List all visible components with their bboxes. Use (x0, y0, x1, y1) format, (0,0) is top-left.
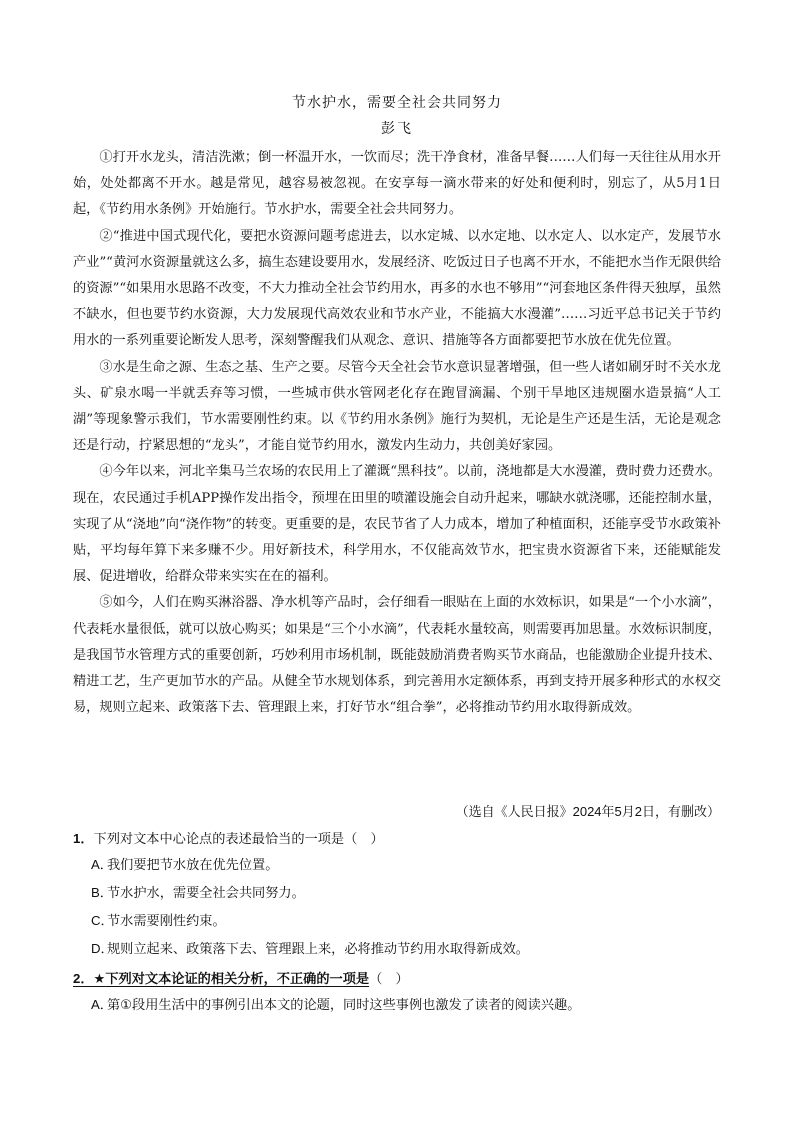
question-stem (73, 967, 733, 991)
question-text: 下列对文本中心论点的表述最恰当的一项是（ ） (93, 831, 384, 846)
article-paragraph: ②“推进中国式现代化，要把水资源问题考虑进去，以水定城、以水定地、以水定人、以水定产，发展节水产业”“黄河水资源量就这么多，搞生态建设要用水，发展经济、吃饭过日子也离不开水，不能把水当作无限供给的资源”“如果用水思路不改变，不大力推动全社会节约用水，再多的水也不够用”“河套地区条件得天独厚，虽然不缺水，但也要节约水资源，大力发展现代高效农业和节水产业，不能搞大水漫灌”……习近平总书记关于节约用水的一系列重要论断发人思考，深刻警醒我们从观念、意识、措施等各方面都要把节水放在优先位置。 (73, 228, 721, 349)
article-title: 节水护水，需要全社会共同努力 (292, 95, 502, 111)
option-text: 第①段用生活中的事例引出本文的论题，同时这些事例也激发了读者的阅读兴趣。 (107, 997, 581, 1012)
option-b (91, 879, 733, 907)
article-author: 彭飞 (381, 121, 413, 137)
article-source: （选自《人民日报》2024年5月2日，有删改） (455, 804, 720, 819)
option-c (91, 907, 733, 935)
option-letter: A． (91, 857, 113, 872)
option-text: 我们要把节水放在优先位置。 (107, 857, 279, 872)
option-letter: B． (91, 885, 113, 900)
option-a (91, 991, 733, 1019)
option-a (91, 851, 733, 879)
article-paragraph: ①打开水龙头，清洁洗漱；倒一杯温开水，一饮而尽；洗干净食材，准备早餐……人们每一天往往从用水开始，处处都离不开水。越是常见，越容易被忽视。在安享每一滴水带来的好处和便利时，别忘了，从5月1日起，《节约用水条例》开始施行。节水护水，需要全社会共同努力。 (73, 150, 721, 218)
question-number: 2． (73, 971, 94, 986)
question-stem-underlined (73, 971, 369, 986)
question-2 (73, 967, 733, 1019)
option-letter: C． (91, 913, 114, 928)
option-text: 节水护水，需要全社会共同努力。 (107, 885, 305, 900)
article-paragraph: ③水是生命之源、生态之基、生产之要。尽管今天全社会节水意识显著增强，但一些人诸如刷牙时不关水龙头、矿泉水喝一半就丢弃等习惯，一些城市供水管网老化存在跑冒滴漏、个别干旱地区违规圈水造景搞“人工湖”等现象警示我们，节水需要刚性约束。以《节约用水条例》施行为契机，无论是生产还是生活，无论是观念还是行动，拧紧思想的“龙头”，才能自觉节约用水，激发内生动力，共创美好家园。 (73, 359, 721, 454)
question-1 (73, 827, 733, 963)
option-letter: D． (91, 941, 114, 956)
question-number: 1． (73, 831, 94, 846)
article-paragraph: ④今年以来，河北辛集马兰农场的农民用上了灌溉“黑科技”。以前，浇地都是大水漫灌，费时费力还费水。现在，农民通过手机APP操作发出指令，预埋在田里的喷灌设施会自动升起来，哪缺水就浇哪，还能控制水量，实现了从“浇地”向“浇作物”的转变。更重要的是，农民节省了人力成本，增加了种植面积，还能享受节水政策补贴，平均每年算下来多赚不少。用好新技术，科学用水，不仅能高效节水，把宝贵水资源省下来，还能赋能发展、促进增收，给群众带来实实在在的福利。 (73, 464, 721, 585)
article-paragraph: ⑤如今，人们在购买淋浴器、净水机等产品时，会仔细看一眼贴在上面的水效标识，如果是“一个小水滴”，代表耗水量很低，就可以放心购买；如果是“三个小水滴”，代表耗水量较高，则需要再加思量。水效标识制度，是我国节水管理方式的重要创新，巧妙利用市场机制，既能鼓励消费者购买节水商品，也能激励企业提升技术、精进工艺，生产更加节水的产品。从健全节水规划体系，到完善用水定额体系，再到支持开展多种形式的水权交易，规则立起来、政策落下去、管理跟上来，打好节水“组合拳”，必将推动节约用水取得新成效。 (73, 595, 721, 716)
question-text: 下列对文本论证的相关分析，不正确的一项是 (105, 971, 370, 986)
question-bracket: （ ） (369, 971, 409, 986)
option-letter: A． (91, 997, 113, 1012)
option-text: 规则立起来、政策落下去、管理跟上来，必将推动节约用水取得新成效。 (107, 941, 529, 956)
article-body (73, 145, 721, 721)
star-icon: ★ (93, 971, 106, 986)
question-stem (73, 827, 733, 851)
option-d (91, 935, 733, 963)
option-text: 节水需要刚性约束。 (107, 913, 226, 928)
